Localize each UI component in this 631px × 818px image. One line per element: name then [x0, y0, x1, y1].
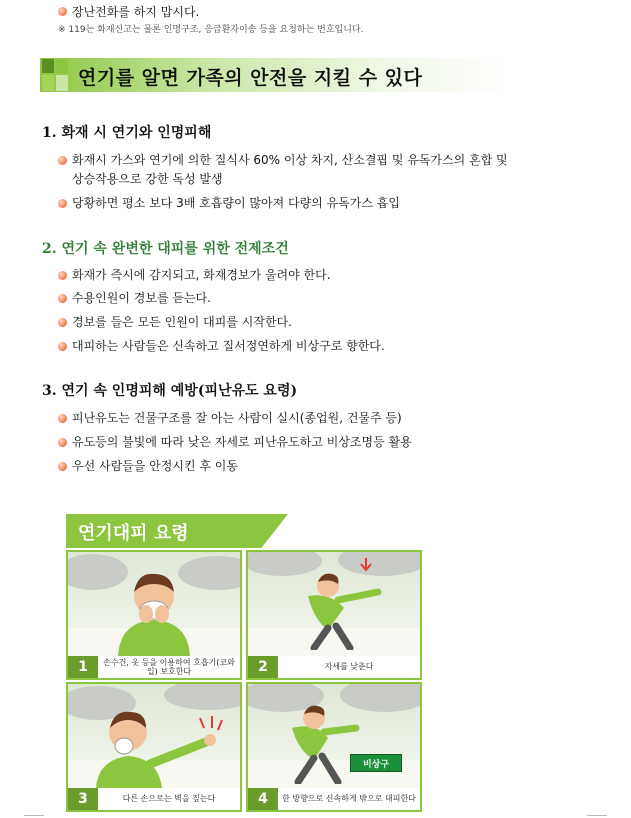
guide-panel-4 — [246, 682, 422, 812]
section2-item-2: 수용인원이 경보를 듣는다. — [72, 291, 211, 305]
panel-number: 4 — [248, 788, 278, 810]
person-touching-wall-icon — [88, 698, 228, 788]
bullet-icon — [58, 199, 67, 208]
guide-panel-2 — [246, 550, 422, 680]
banner-title: 연기를 알면 가족의 안전을 지킬 수 있다 — [78, 67, 423, 89]
exit-sign — [350, 754, 402, 772]
bullet-icon — [58, 414, 67, 423]
section2-item-1: 화재가 즉시에 감지되고, 화재경보가 울려야 한다. — [72, 268, 331, 282]
person-covering-mouth-icon — [108, 562, 200, 656]
bullet-icon — [58, 156, 67, 165]
section1-item-2: 당황하면 평소 보다 3배 호흡량이 많아져 다량의 유독가스 흡입 — [72, 196, 400, 210]
section3-item-2: 유도등의 불빛에 따라 낮은 자세로 피난유도하고 비상조명등 활용 — [72, 435, 412, 449]
section3-item-3: 우선 사람들을 안정시킨 후 이동 — [72, 459, 238, 473]
section2-item-4: 대피하는 사람들은 신속하고 질서정연하게 비상구로 향한다. — [72, 339, 385, 353]
panel-number: 1 — [68, 656, 98, 678]
section1-title: 1. 화재 시 연기와 인명피해 — [42, 125, 212, 141]
panel-caption: 한 방향으로 신속하게 밖으로 대피한다 — [282, 794, 416, 804]
panel-caption: 자세를 낮춘다 — [324, 662, 374, 672]
bullet-icon — [58, 462, 67, 471]
footer-rule-right — [587, 815, 607, 816]
panel-number: 2 — [248, 656, 278, 678]
bullet-icon — [58, 438, 67, 447]
bullet-icon — [58, 7, 67, 16]
banner-blocks-icon — [42, 59, 68, 91]
bullet-icon — [58, 271, 67, 280]
section2-title: 2. 연기 속 완변한 대피를 위한 전제조건 — [42, 241, 289, 257]
section3-item-1: 피난유도는 건물구조를 잘 아는 사람이 실시(종업원, 건물주 등) — [72, 411, 402, 425]
guide-panel-3 — [66, 682, 242, 812]
section3-title: 3. 연기 속 인명피해 예방(피난유도 요령) — [42, 383, 298, 399]
guide-panel-1 — [66, 550, 242, 680]
guide-title: 연기대피 요령 — [78, 523, 189, 544]
bullet-icon — [58, 342, 67, 351]
bullet-icon — [58, 318, 67, 327]
top-bullet-line: 장난전화를 하지 맙시다. — [72, 5, 200, 19]
exit-sign-text: 비상구 — [362, 759, 390, 770]
panel-number: 3 — [68, 788, 98, 810]
section1-item-1-cont: 상승작용으로 강한 독성 발생 — [72, 172, 223, 186]
person-crouching-icon — [278, 570, 398, 650]
section2-item-3: 경보를 들은 모든 인원이 대피를 시작한다. — [72, 315, 292, 329]
section1-item-1: 화재시 가스와 연기에 의한 질식사 60% 이상 차지, 산소결핍 및 유독가스의 혼합 및 — [72, 153, 508, 167]
panel-caption: 손수건, 옷 등을 이용하여 호흡기(코와 입) 보호한다 — [103, 657, 235, 676]
footer-rule-left — [24, 815, 44, 816]
panel-caption: 다른 손으로는 벽을 짚는다 — [122, 794, 216, 804]
top-note: ※ 119는 화재신고는 물론 인명구조, 응급환자이송 등을 요청하는 번호입니다. — [58, 25, 364, 35]
bullet-icon — [58, 294, 67, 303]
